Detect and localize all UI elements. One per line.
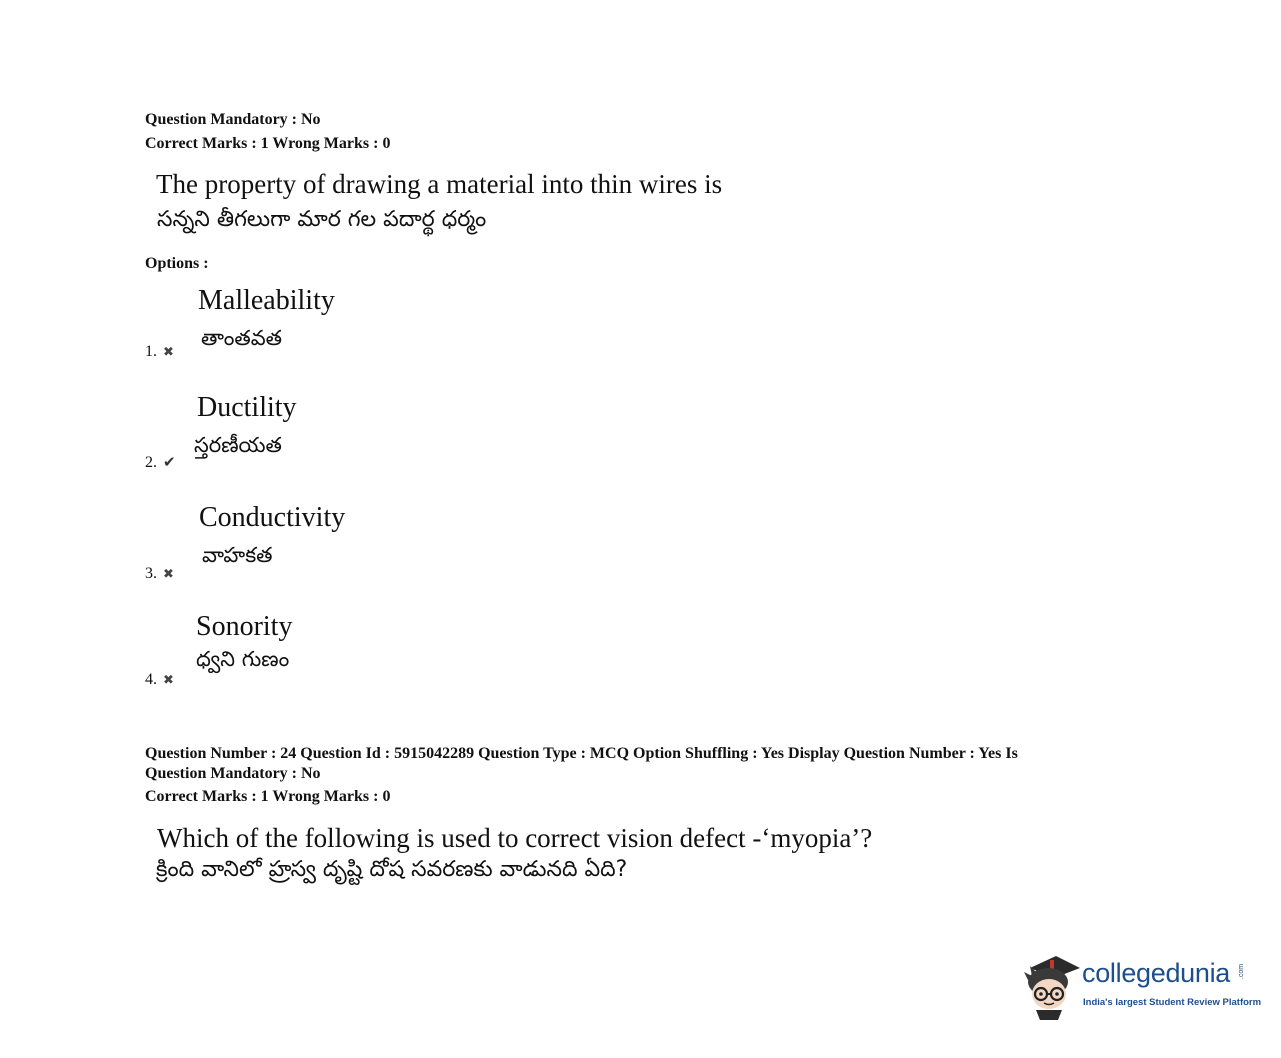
question-header: Question Number : 24 Question Id : 5915042289 Question Type : MCQ Option Shuffling : Yes Display Question Number : Yes Is (145, 745, 1018, 762)
option-3-number-label: 3. (145, 565, 157, 582)
option-3-number (145, 565, 174, 584)
question-text-telugu: క్రింది వానిలో హ్రస్వ దృష్టి దోష సవరణకు వాడునది ఏది? (156, 857, 628, 882)
option-2-english: Ductility (197, 392, 297, 423)
logo-tagline: India's largest Student Review Platform (1083, 997, 1262, 1008)
option-2-number-label: 2. (145, 454, 157, 471)
option-4-english: Sonority (196, 611, 293, 642)
check-icon: ✔ (163, 453, 176, 471)
question-text-english: The property of drawing a material into thin wires is (156, 169, 723, 199)
option-3-telugu: వాహకత (202, 543, 273, 567)
logo-suffix: .com (1238, 963, 1246, 980)
option-4-telugu: ధ్వని గుణం (196, 647, 290, 671)
option-4-number (145, 671, 174, 690)
mascot-icon (1022, 952, 1084, 1022)
question-mandatory: Question Mandatory : No (145, 111, 321, 128)
option-2-number (145, 453, 176, 472)
cross-icon: ✖ (163, 345, 174, 360)
question-text-english: Which of the following is used to correct vision defect -‘myopia’? (157, 823, 873, 853)
logo-wordmark: collegedunia (1082, 958, 1231, 988)
question-marks: Correct Marks : 1 Wrong Marks : 0 (145, 788, 391, 805)
question-marks: Correct Marks : 1 Wrong Marks : 0 (145, 135, 391, 152)
option-1-number (145, 343, 174, 362)
cross-icon: ✖ (163, 673, 174, 688)
option-2-telugu: స్తరణీయత (194, 433, 282, 457)
option-3-english: Conductivity (199, 502, 346, 533)
collegedunia-logo[interactable] (1022, 952, 1262, 1022)
cross-icon: ✖ (163, 567, 174, 582)
question-mandatory: Question Mandatory : No (145, 765, 321, 782)
option-1-english: Malleability (198, 285, 335, 316)
options-label: Options : (145, 255, 209, 272)
option-1-telugu: తాంతవత (201, 326, 282, 350)
question-text-telugu: సన్నని తీగలుగా మార గల పదార్థ ధర్మం (157, 207, 487, 232)
option-1-number-label: 1. (145, 343, 157, 360)
option-4-number-label: 4. (145, 671, 157, 688)
